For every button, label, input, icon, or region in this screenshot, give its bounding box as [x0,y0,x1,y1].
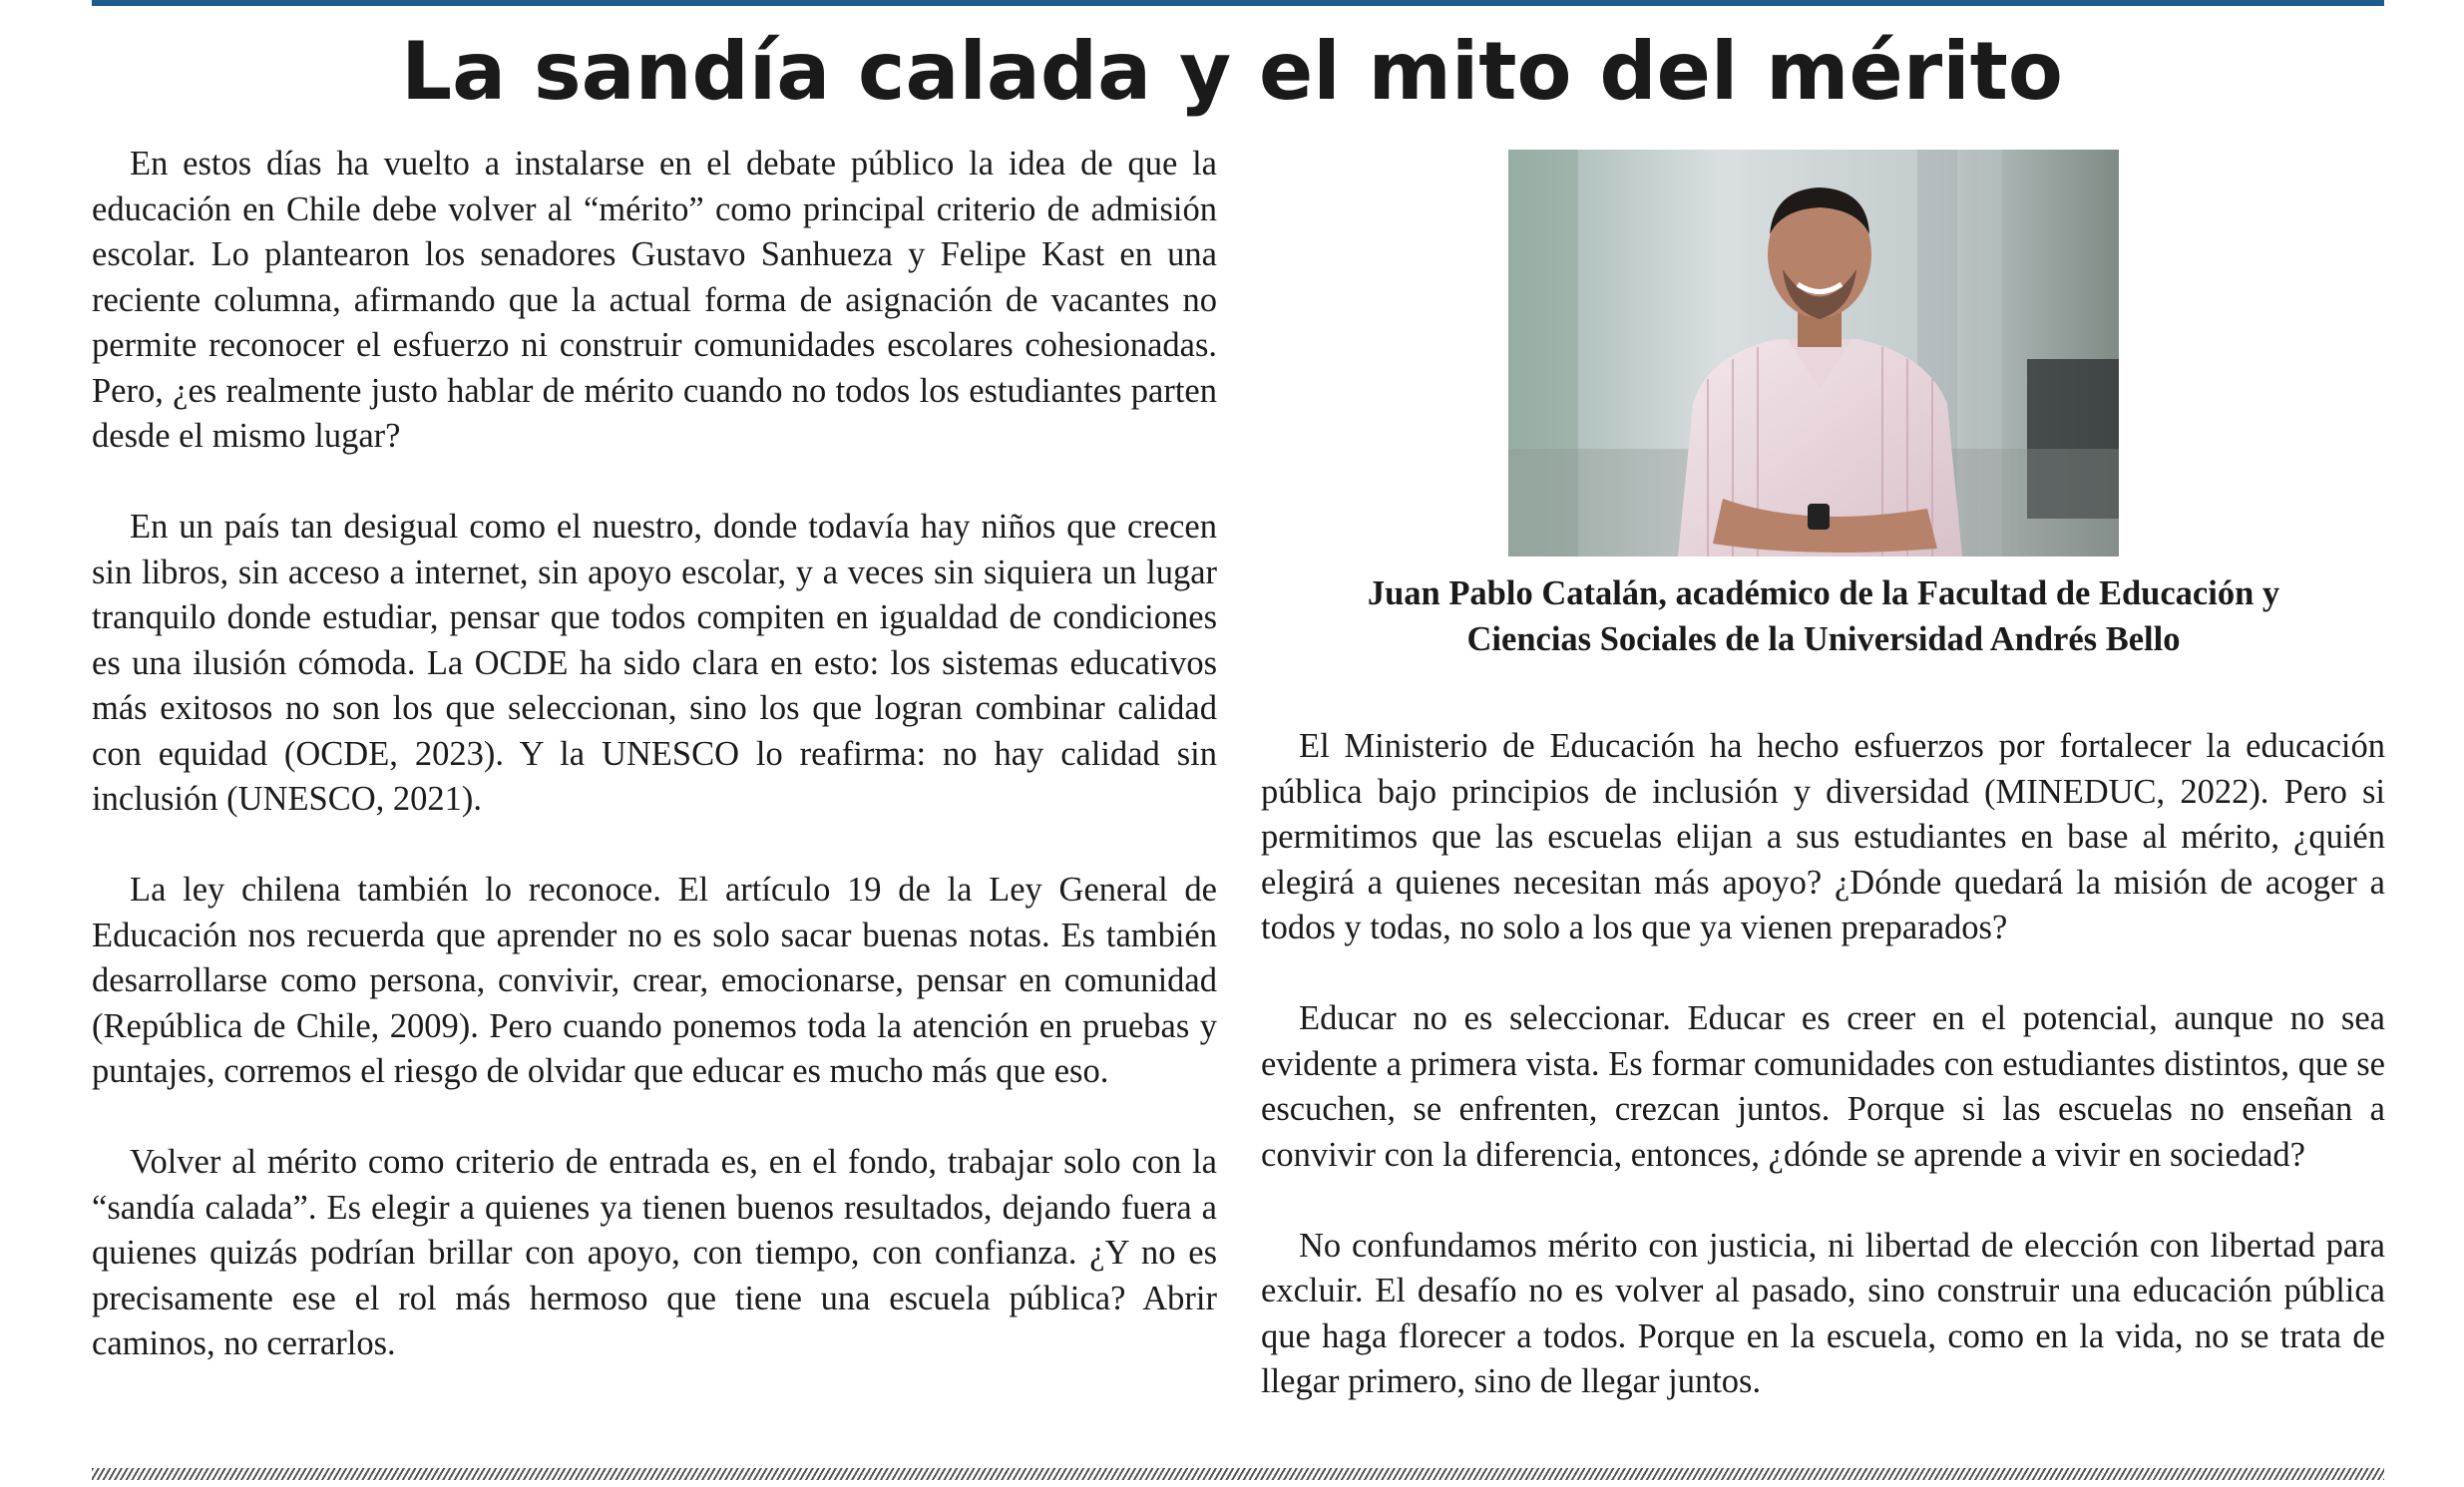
paragraph: En un país tan desigual como el nuestro, donde todavía hay niños que crecen sin libros, sin acceso a internet, sin apoyo escolar, y a veces sin siquiera un lugar tranquilo donde estudiar, pensar que todos compiten en igualdad de condiciones es una ilusión cómoda. La OCDE ha sido clara en esto: los sistemas educativos más exitosos no son los que seleccionan, sino los que logran combinar calidad con equidad (OCDE, 2023). Y la UNESCO lo reafirma: no hay calidad sin inclusión (UNESCO, 2021). [92,508,1217,818]
paragraph: La ley chilena también lo reconoce. El artículo 19 de la Ley General de Educación nos recuerda que aprender no es solo sacar buenas notas. Es también desarrollarse como persona, convivir, crear, emocionarse, pensar en comunidad (República de Chile, 2009). Pero cuando ponemos toda la atención en pruebas y puntajes, corremos el riesgo de olvidar que educar es mucho más que eso. [92,871,1217,1090]
left-column [92,142,1217,1412]
paragraph: No confundamos mérito con justicia, ni libertad de elección con libertad para excluir. El desafío no es volver al pasado, sino construir una educación pública que haga florecer a todos. Porque en la escuela, como en la vida, no se trata de llegar primero, sino de llegar juntos. [1261,1226,2385,1400]
photo-caption: Juan Pablo Catalán, académico de la Facultad de Educación y Ciencias Sociales de la Universidad Andrés Bello [1367,574,2280,658]
paragraph: En estos días ha vuelto a instalarse en el debate público la idea de que la educación en Chile debe volver al “mérito” como principal criterio de admisión escolar. Lo plantearon los senadores Gustavo Sanhueza y Felipe Kast en una reciente columna, afirmando que la actual forma de asignación de vacantes no permite reconocer el esfuerzo ni construir comunidades escolares cohesionadas. Pero, ¿es realmente justo hablar de mérito cuando no todos los estudiantes parten desde el mismo lugar? [92,145,1217,455]
paragraph: El Ministerio de Educación ha hecho esfuerzos por fortalecer la educación pública bajo principios de inclusión y diversidad (MINEDUC, 2022). Pero si permitimos que las escuelas elijan a sus estudiantes en base al mérito, ¿quién elegirá a quienes necesitan más apoyo? ¿Dónde quedará la misión de acoger a todos y todas, no solo a los que ya vienen preparados? [1261,727,2385,946]
paragraph: Educar no es seleccionar. Educar es creer en el potencial, aunque no sea evidente a primera vista. Es formar comunidades con estudiantes distintos, que se escuchen, se enfrenten, crezcan juntos. Porque si las escuelas no enseñan a convivir con la diferencia, entonces, ¿dónde se aprende a vivir en sociedad? [1261,999,2385,1174]
paragraph: Volver al mérito como criterio de entrada es, en el fondo, trabajar solo con la “sandía calada”. Es elegir a quienes ya tienen buenos resultados, dejando fuera a quienes quizás podrían brillar con apoyo, con tiempo, con confianza. ¿Y no es precisamente ese el rol más hermoso que tiene una escuela pública? Abrir caminos, no cerrarlos. [92,1143,1217,1362]
right-column [1261,724,2385,1450]
article-title: La sandía calada y el mito del mérito [401,25,2063,118]
top-rule [92,0,2384,6]
bottom-hatched-rule [92,1468,2384,1480]
author-photo [1508,150,2119,557]
